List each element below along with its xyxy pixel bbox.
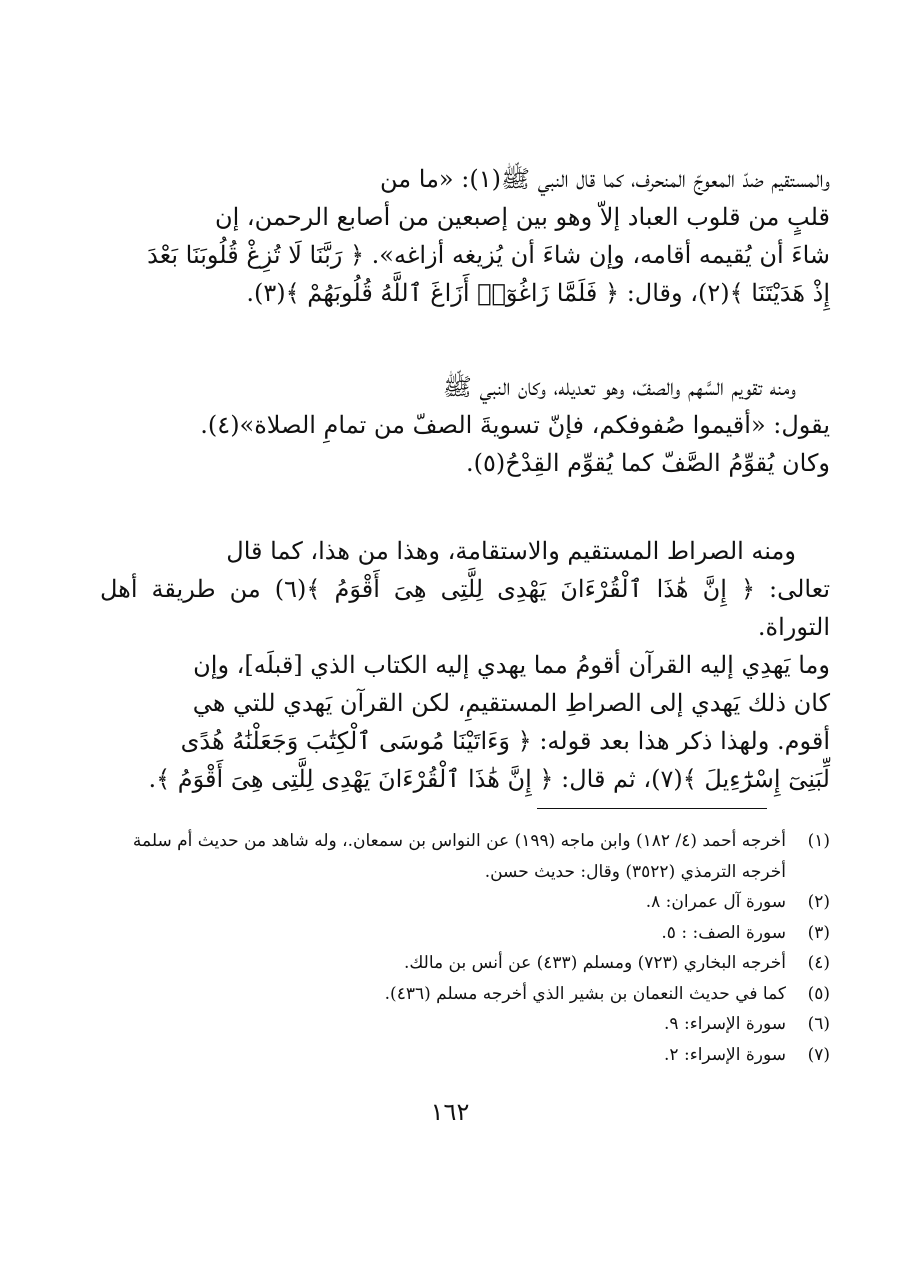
paragraph-line: تعالى: ﴿ إِنَّ هَٰذَا ٱلْقُرْءَانَ يَهْدِى لِلَّتِى هِىَ أَقْوَمُ ﴾(٦) من طريقة أهل التوراة. — [100, 575, 831, 641]
footnote-divider — [537, 808, 767, 809]
paragraph-line: كان ذلك يَهدي إلى الصراطِ المستقيمِ، لكن القرآن يَهدي للتي هي — [192, 689, 830, 717]
footnote-text: سورة الصف: : ٥. — [661, 922, 786, 943]
page-number: ١٦٢ — [430, 1098, 470, 1126]
footnote-text: أخرجه البخاري (٧٢٣) ومسلم (٤٣٣) عن أنس بن مالك. — [403, 953, 786, 973]
footnote-text: سورة آل عمران: ٨. — [645, 892, 786, 912]
paragraph-line: ومنه الصراط المستقيم والاستقامة، وهذا من هذا، كما قال — [226, 537, 796, 565]
paragraph-line: قلبٍ من قلوب العباد إلاّ وهو بين إصبعين من أصابع الرحمن، إن — [215, 203, 830, 231]
footnote-number: (٥) — [807, 983, 830, 1004]
footnote-number: (١) — [807, 831, 830, 851]
footnote — [120, 948, 830, 979]
paragraph-line: لِّبَنِىٓ إِسْرَٰٓءِيلَ ﴾(٧)، ثم قال: ﴿ إِنَّ هَٰذَا ٱلْقُرْءَانَ يَهْدِى لِلَّتِى هِىَ أَقْوَمُ ﴾. — [148, 765, 830, 793]
paragraph-line: ومنه تقويم السَّهم والصفّ، وهو تعديله، وكان النبي ﷺ — [442, 373, 796, 401]
footnote-text: سورة الإسراء: ٢. — [664, 1044, 786, 1065]
paragraph-line: أقوم. ولهذا ذكر هذا بعد قوله: ﴿ وَءَاتَيْنَا مُوسَى ٱلْكِتَٰبَ وَجَعَلْنَٰهُ هُدًى — [180, 727, 830, 755]
paragraph-1 — [100, 160, 830, 312]
footnote — [120, 1040, 830, 1071]
footnote-text: أخرجه أحمد (٤/ ١٨٢) وابن ماجه (١٩٩) عن النواس بن سمعان.، وله شاهد من حديث أم سلمة أخرجه الترمذي (٣٥٢٢) وقال: حديث حسن. — [132, 831, 786, 882]
paragraph-line: وما يَهدِي إليه القرآن أقومُ مما يهدي إليه الكتاب الذي [قبلَه]، وإن — [193, 651, 830, 679]
paragraph-2 — [100, 368, 830, 482]
footnote-number: (٤) — [807, 953, 830, 973]
footnote-number: (٧) — [807, 1044, 830, 1065]
footnotes-list — [120, 826, 830, 1070]
footnote — [120, 1009, 830, 1040]
footnote — [120, 918, 830, 949]
footnote-number: (٢) — [807, 892, 830, 912]
paragraph-line: إِذْ هَدَيْتَنَا ﴾(٢)، وقال: ﴿ فَلَمَّا زَاغُوٓا۟ أَزَاغَ ٱللَّهُ قُلُوبَهُمْ ﴾(٣). — [246, 279, 830, 307]
paragraph-3 — [100, 532, 830, 798]
footnote-number: (٣) — [807, 922, 830, 943]
footnote — [120, 826, 830, 887]
paragraph-line: شاءَ أن يُقيمه أقامه، وإن شاءَ أن يُزيغه أزاغه». ﴿ رَبَّنَا لَا تُزِغْ قُلُوبَنَا بَعْدَ — [147, 241, 830, 269]
footnote — [120, 887, 830, 918]
paragraph-line: يقول: «أقيموا صُفوفكم، فإنّ تسويةَ الصفّ من تمامِ الصلاة»(٤). — [200, 411, 830, 439]
footnote-text: سورة الإسراء: ٩. — [664, 1014, 786, 1034]
footnote-number: (٦) — [807, 1014, 830, 1034]
paragraph-line: وكان يُقوِّمُ الصَّفّ كما يُقوِّم القِدْحُ(٥). — [466, 449, 830, 477]
footnote — [120, 979, 830, 1010]
paragraph-line: والمستقيم ضدّ المعوجّ المنحرف، كما قال النبي ﷺ(١): «ما من — [380, 165, 830, 193]
footnote-text: كما في حديث النعمان بن بشير الذي أخرجه مسلم (٤٣٦). — [384, 983, 786, 1004]
